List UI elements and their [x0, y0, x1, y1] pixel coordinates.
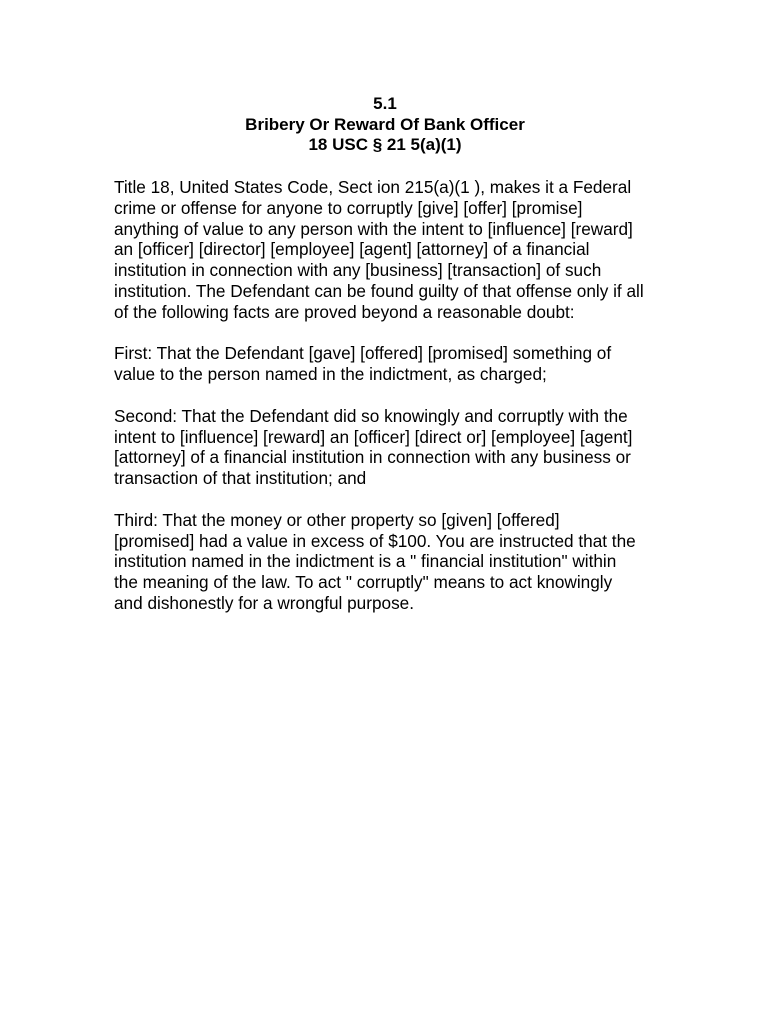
text-line: Title 18, United States Code, Sect ion 215(a)(1 ), makes it a Federal [114, 177, 632, 197]
section-number: 5.1 [373, 94, 397, 113]
statute-citation: 18 USC § 21 5(a)(1) [308, 135, 462, 154]
text-line: [attorney] of a financial institution in connection with any business or [114, 447, 631, 468]
text-line: anything of value to any person with the intent to [influence] [reward] [114, 218, 633, 239]
text-line: institution in connection with any [business] [transaction] of such [114, 260, 602, 281]
first-element-paragraph [114, 343, 674, 385]
text-line: intent to [influence] [reward] an [officer] [direct or] [employee] [agent] [114, 426, 633, 447]
text-line: of the following facts are proved beyond a reasonable doubt: [114, 301, 575, 322]
third-element-paragraph [114, 510, 674, 614]
section-title: Bribery Or Reward Of Bank Officer [245, 114, 525, 134]
intro-paragraph [114, 177, 674, 323]
text-line: First: That the Defendant [gave] [offered] [promised] something of [114, 343, 612, 364]
text-line: Third: That the money or other property so [given] [offered] [114, 509, 560, 530]
text-line: crime or offense for anyone to corruptly [give] [offer] [promise] [114, 197, 583, 218]
text-line: institution. The Defendant can be found guilty of that offense only if all [114, 280, 644, 301]
second-element-paragraph [114, 406, 674, 489]
text-line: and dishonestly for a wrongful purpose. [114, 592, 415, 613]
text-line: [promised] had a value in excess of $100. You are instructed that the [114, 530, 636, 551]
document-heading [0, 94, 770, 156]
text-line: Second: That the Defendant did so knowingly and corruptly with the [114, 405, 628, 426]
document-body [114, 177, 674, 635]
text-line: the meaning of the law. To act " corruptly" means to act knowingly [114, 572, 613, 593]
text-line: value to the person named in the indictment, as charged; [114, 364, 547, 385]
text-line: an [officer] [director] [employee] [agent] [attorney] of a financial [114, 239, 590, 260]
text-line: transaction of that institution; and [114, 468, 367, 489]
text-line: institution named in the indictment is a " financial institution" within [114, 551, 617, 572]
